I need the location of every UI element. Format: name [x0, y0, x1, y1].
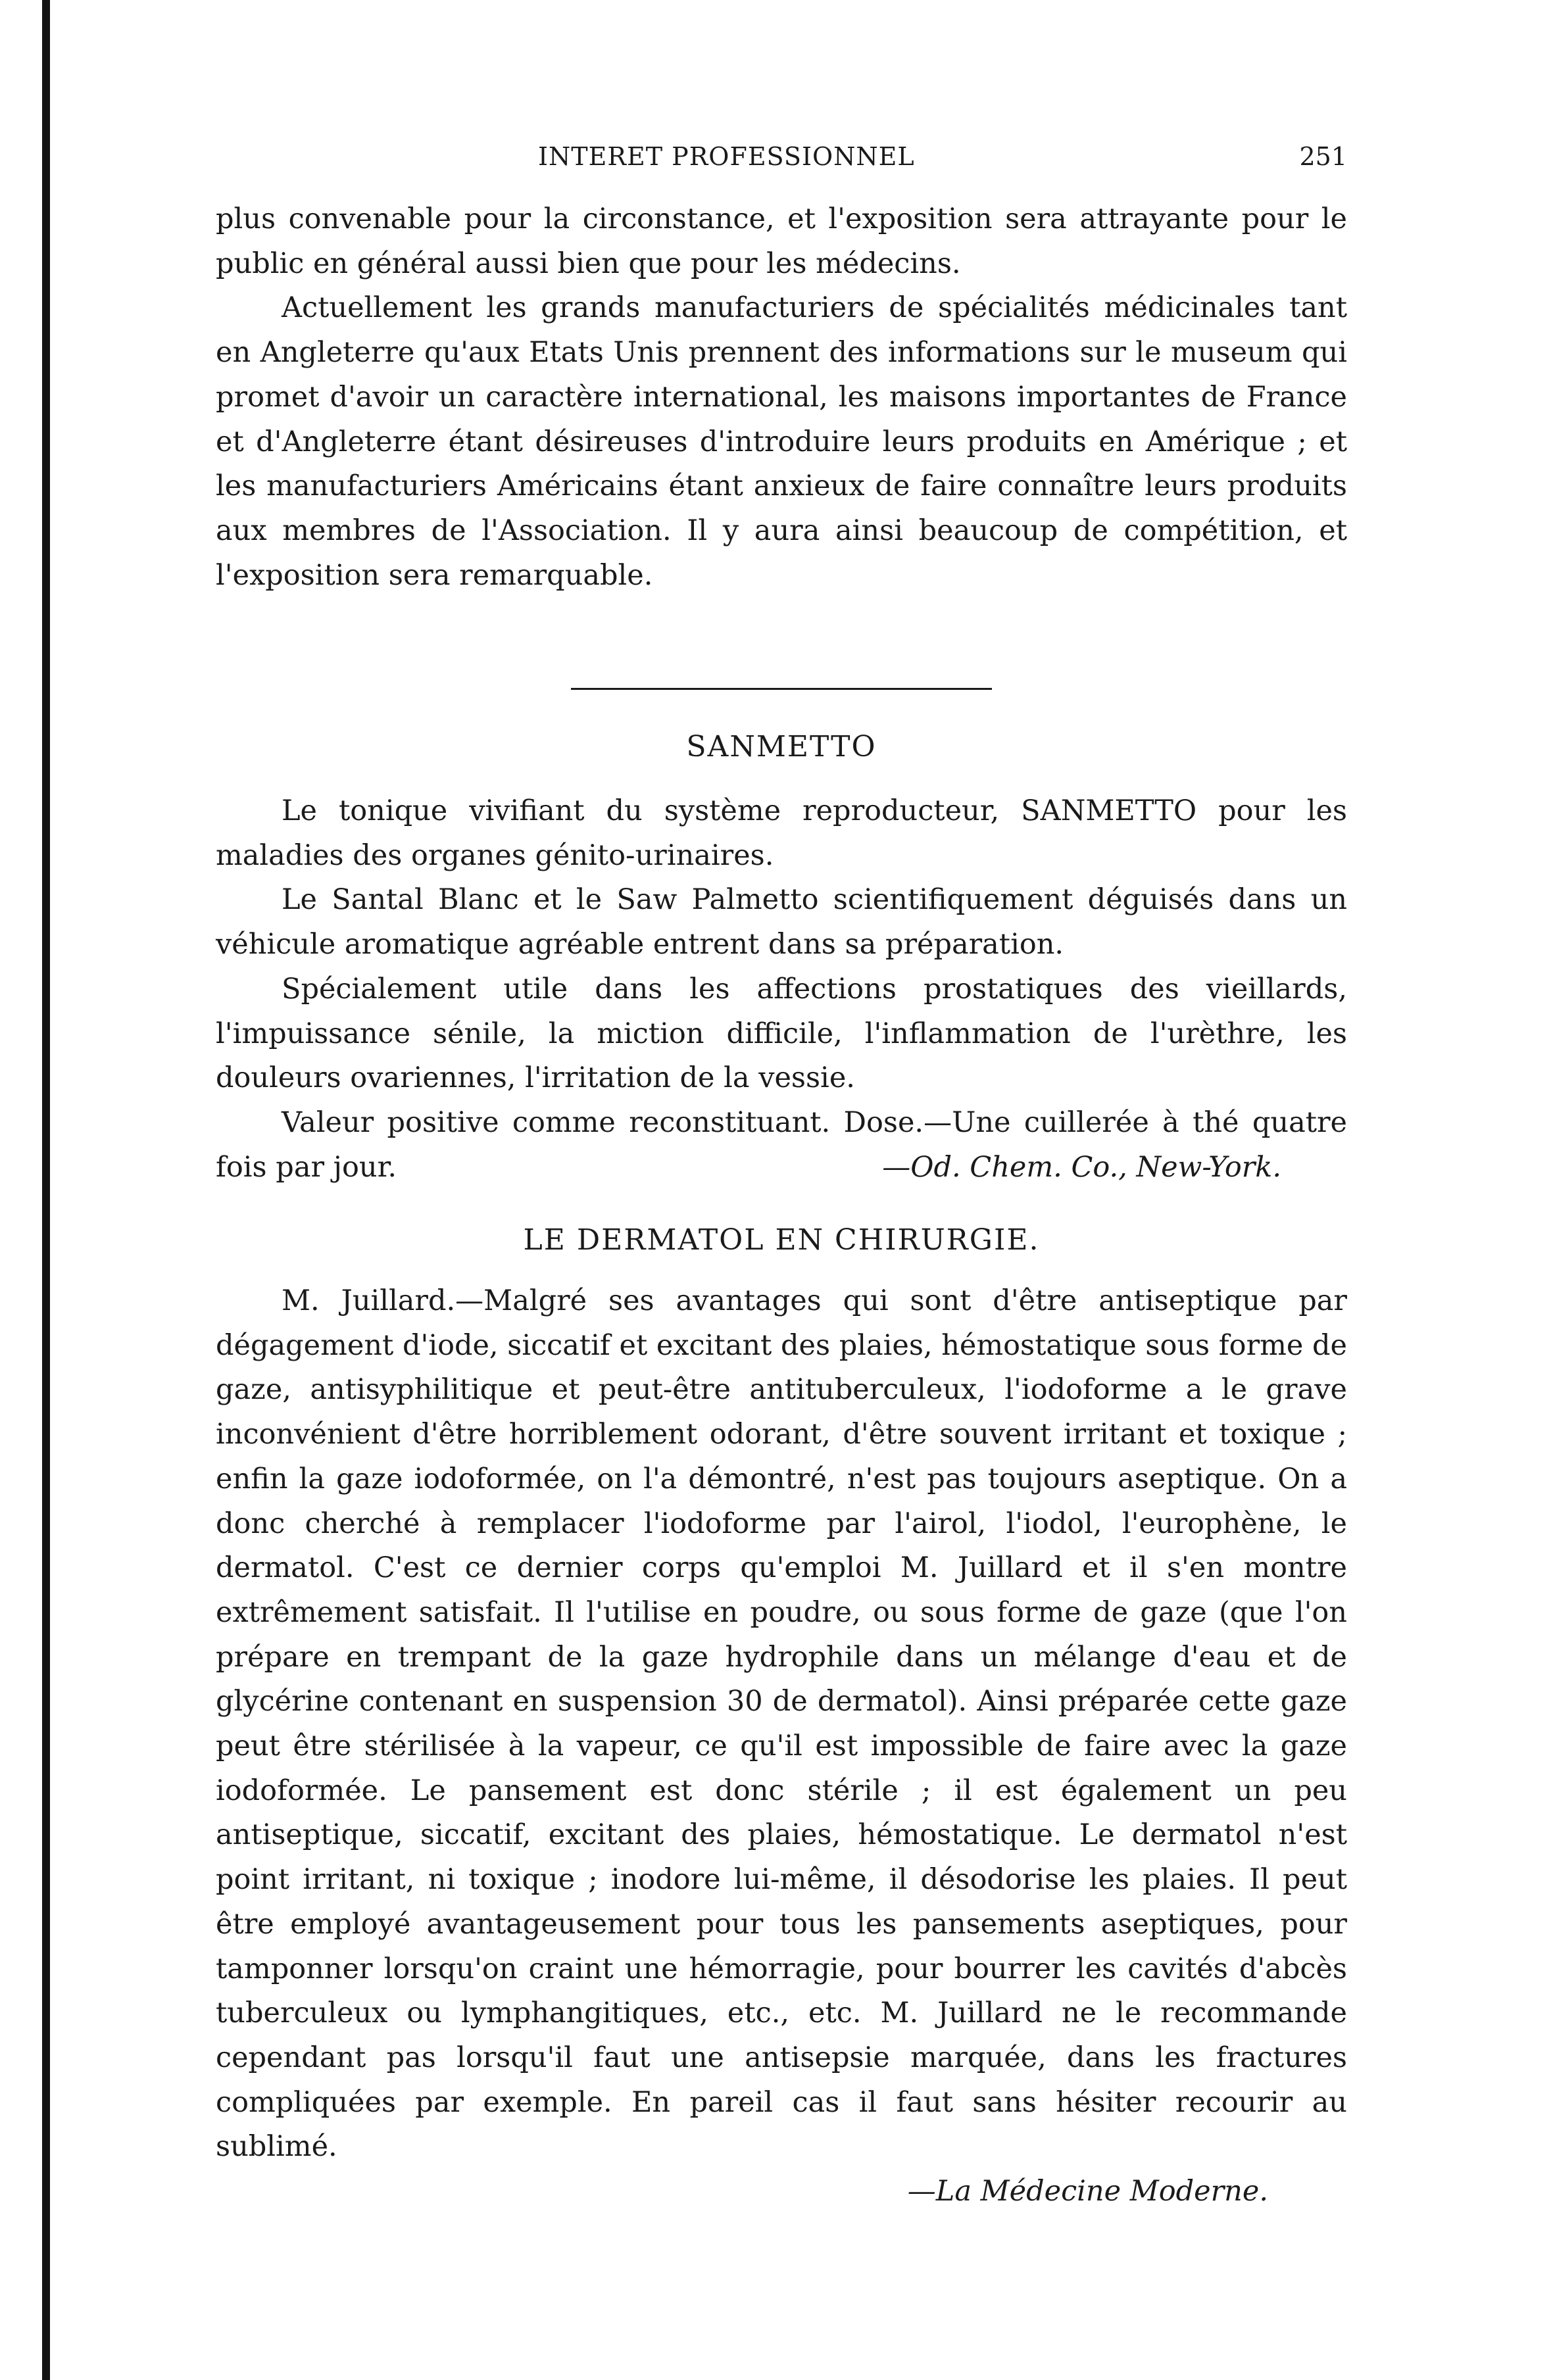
paragraph: Le Santal Blanc et le Saw Palmetto scientifiquement déguisés dans un véhicule aromatique agréable entrent dans sa préparation. — [216, 883, 1347, 961]
sanmetto-section — [216, 789, 1347, 1190]
book-spine-edge — [42, 0, 50, 2380]
paragraph: Spécialement utile dans les affections prostatiques des vieillards, l'impuissance sénile, la miction difficile, l'inflammation de l'urèthre, les douleurs ovariennes, l'irritation de la vessie. — [216, 972, 1347, 1095]
section-divider — [571, 688, 992, 690]
paragraph: M. Juillard.—Malgré ses avantages qui sont d'être antiseptique par dégagement d'iode, siccatif et excitant des plaies, hémostatique sous forme de gaze, antisyphilitique et peut-être antituberculeux, l'iodoforme a le grave inconvénient d'être horriblement odorant, d'être souvent irritant et toxique ; enfin la gaze iodoformée, on l'a démontré, n'est pas toujours aseptique. On a donc cherché à remplacer l'iodoforme par l'airol, l'iodol, l'europhène, le dermatol. C'est ce dernier corps qu'emploi M. Juillard et il s'en montre extrêmement satisfait. Il l'utilise en poudre, ou sous forme de gaze (que l'on prépare en trempant de la gaze hydrophile dans un mélange d'eau et de glycérine contenant en suspension 30 de dermatol). Ainsi préparée cette gaze peut être stérilisée à la vapeur, ce qu'il est impossible de faire avec la gaze iodoformée. Le pansement est donc stérile ; il est également un peu antiseptique, siccatif, excitant des plaies, hémostatique. Le dermatol n'est point irritant, ni toxique ; inodore lui-même, il désodorise les plaies. Il peut être employé avantageusement pour tous les pansements aseptiques, pour tamponner lorsqu'on craint une hémorragie, pour bourrer les cavités d'abcès tuberculeux ou lymphangitiques, etc., etc. M. Juillard ne le recommande cependant pas lorsqu'il faut une antisepsie marquée, dans les fractures compliquées par exemple. En pareil cas il faut sans hésiter recourir au sublimé. — [216, 1284, 1347, 2164]
page-number: 251 — [1299, 142, 1347, 171]
paragraph: plus convenable pour la circonstance, et l'exposition sera attrayante pour le public en général aussi bien que pour les médecins. — [216, 203, 1347, 280]
running-head-title: INTERET PROFESSIONNEL — [538, 142, 915, 171]
paragraph-with-source — [216, 1101, 1347, 1190]
running-head — [216, 138, 1347, 175]
source-credit: —Od. Chem. Co., New-York. — [882, 1150, 1281, 1184]
dermatol-section — [216, 1279, 1347, 2214]
paragraph: Actuellement les grands manufacturiers de spécialités médicinales tant en Angleterre qu'aux Etats Unis prennent des informations sur le museum qui promet d'avoir un caractère international, les maisons importantes de France et d'Angleterre étant désireuses d'introduire leurs produits en Amérique ; et les manufacturiers Américains étant anxieux de faire connaître leurs produits aux membres de l'Association. Il y aura ainsi beaucoup de compétition, et l'exposition sera remarquable. — [216, 291, 1347, 592]
sanmetto-heading: SANMETTO — [686, 730, 877, 764]
exposition-section — [216, 197, 1347, 598]
paragraph: Valeur positive comme reconstituant. Dose.—Une cuillerée à thé quatre fois par jour. — [216, 1105, 1347, 1184]
paragraph: Le tonique vivifiant du système reproducteur, SANMETTO pour les maladies des organes génito-urinaires. — [216, 794, 1347, 872]
dermatol-heading: LE DERMATOL EN CHIRURGIE. — [523, 1223, 1040, 1257]
source-credit: —La Médecine Moderne. — [907, 2175, 1268, 2208]
